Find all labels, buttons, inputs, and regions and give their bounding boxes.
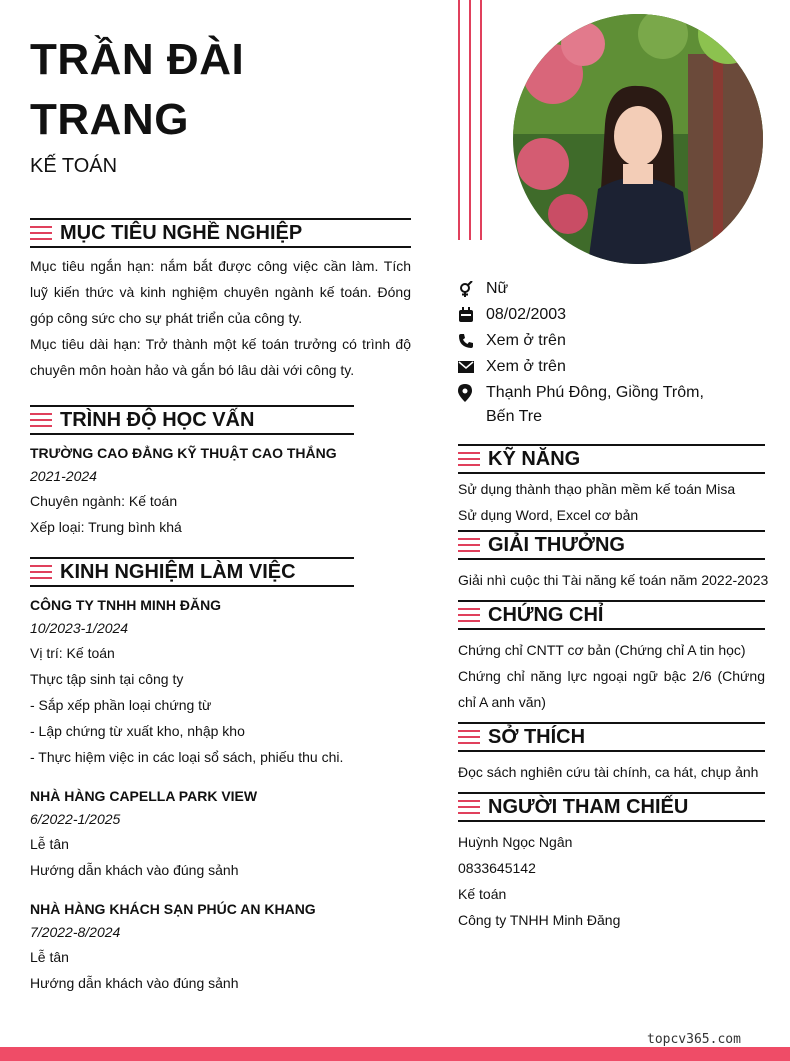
section-certificates bbox=[458, 600, 765, 630]
bars-icon bbox=[458, 608, 480, 622]
bars-icon bbox=[458, 538, 480, 552]
job-company: CÔNG TY TNHH MINH ĐĂNG bbox=[30, 597, 222, 613]
footer-bar bbox=[0, 1047, 790, 1061]
avatar bbox=[513, 14, 763, 264]
skill-item: Sử dụng thành thạo phần mềm kế toán Misa bbox=[458, 481, 736, 497]
reference-name: Huỳnh Ngọc Ngân bbox=[458, 834, 573, 850]
section-education bbox=[30, 405, 354, 435]
section-skills bbox=[458, 444, 765, 474]
section-title: KINH NGHIỆM LÀM VIỆC bbox=[60, 560, 296, 583]
job-line: Hướng dẫn khách vào đúng sảnh bbox=[30, 862, 239, 878]
decorative-lines bbox=[458, 0, 482, 240]
section-title: MỤC TIÊU NGHỀ NGHIỆP bbox=[60, 221, 303, 244]
phone-value: Xem ở trên bbox=[486, 332, 566, 349]
bars-icon bbox=[458, 452, 480, 466]
section-title: TRÌNH ĐỘ HỌC VẤN bbox=[60, 408, 255, 431]
job-line: Thực tập sinh tại công ty bbox=[30, 671, 184, 687]
info-phone bbox=[458, 329, 743, 353]
section-title: NGƯỜI THAM CHIẾU bbox=[488, 795, 689, 818]
job-period: 10/2023-1/2024 bbox=[30, 620, 129, 636]
objective-long: Mục tiêu dài hạn: Trở thành một kế toán trưởng có trình độ chuyên môn hoàn hảo và gắn bó lâu dài với công ty. bbox=[30, 336, 411, 378]
award-item: Giải nhì cuộc thi Tài năng kế toán năm 2022-2023 bbox=[458, 572, 769, 588]
section-title: SỞ THÍCH bbox=[488, 725, 586, 748]
location-pin-icon bbox=[458, 381, 486, 405]
section-objective bbox=[30, 218, 411, 248]
reference-role: Kế toán bbox=[458, 886, 507, 902]
info-birthday bbox=[458, 303, 743, 327]
birthday-value: 08/02/2003 bbox=[486, 306, 567, 323]
info-gender bbox=[458, 277, 743, 301]
gender-value: Nữ bbox=[486, 280, 509, 297]
name-line-1: TRẦN ĐÀI bbox=[30, 35, 245, 84]
job-line: - Sắp xếp phần loại chứng từ bbox=[30, 697, 212, 713]
section-awards bbox=[458, 530, 765, 560]
job-line: Vị trí: Kế toán bbox=[30, 645, 115, 661]
candidate-name bbox=[30, 30, 244, 150]
bars-icon bbox=[30, 413, 52, 427]
phone-icon bbox=[458, 329, 486, 353]
section-title: KỸ NĂNG bbox=[488, 447, 581, 470]
reference-company: Công ty TNHH Minh Đăng bbox=[458, 912, 621, 928]
address-value: Thạnh Phú Đông, Giồng Trôm, Bến Tre bbox=[486, 384, 704, 425]
reference-phone: 0833645142 bbox=[458, 860, 536, 876]
section-title: CHỨNG CHỈ bbox=[488, 603, 604, 626]
bars-icon bbox=[458, 730, 480, 744]
footer-site: topcv365.com bbox=[643, 1032, 745, 1047]
email-value: Xem ở trên bbox=[486, 358, 566, 375]
bars-icon bbox=[30, 226, 52, 240]
bars-icon bbox=[458, 800, 480, 814]
bars-icon bbox=[30, 565, 52, 579]
school-name: TRƯỜNG CAO ĐẲNG KỸ THUẬT CAO THẮNG bbox=[30, 445, 337, 461]
education-major: Chuyên ngành: Kế toán bbox=[30, 493, 178, 509]
info-email bbox=[458, 355, 743, 379]
job-line: Lễ tân bbox=[30, 836, 69, 852]
job-line: Hướng dẫn khách vào đúng sảnh bbox=[30, 975, 239, 991]
skill-item: Sử dụng Word, Excel cơ bản bbox=[458, 507, 639, 523]
objective-short: Mục tiêu ngắn hạn: nắm bắt được công việc cần làm. Tích luỹ kiến thức và kinh nghiệm chuyên ngành kế toán. Đóng góp công sức cho sự phát triển của công ty. bbox=[30, 258, 411, 326]
section-references bbox=[458, 792, 765, 822]
job-line: Lễ tân bbox=[30, 949, 69, 965]
job-period: 7/2022-8/2024 bbox=[30, 924, 121, 940]
hobby-item: Đọc sách nghiên cứu tài chính, ca hát, chụp ảnh bbox=[458, 764, 759, 780]
job-line: - Lập chứng từ xuất kho, nhập kho bbox=[30, 723, 245, 739]
education-grade: Xếp loại: Trung bình khá bbox=[30, 519, 182, 535]
mail-icon bbox=[458, 355, 486, 379]
gender-icon bbox=[458, 277, 486, 301]
education-period: 2021-2024 bbox=[30, 468, 97, 484]
certificate-item: Chứng chỉ năng lực ngoại ngữ bậc 2/6 (Chứng chỉ A anh văn) bbox=[458, 668, 765, 710]
calendar-icon bbox=[458, 303, 486, 327]
section-hobbies bbox=[458, 722, 765, 752]
job-company: NHÀ HÀNG CAPELLA PARK VIEW bbox=[30, 788, 258, 804]
job-line: - Thực hiệm việc in các loại sổ sách, phiếu thu chi. bbox=[30, 749, 344, 765]
section-experience bbox=[30, 557, 354, 587]
certificate-item: Chứng chỉ CNTT cơ bản (Chứng chỉ A tin học) bbox=[458, 642, 746, 658]
name-line-2: TRANG bbox=[30, 95, 189, 144]
job-company: NHÀ HÀNG KHÁCH SẠN PHÚC AN KHANG bbox=[30, 901, 316, 917]
info-address bbox=[458, 381, 743, 429]
job-period: 6/2022-1/2025 bbox=[30, 811, 121, 827]
section-title: GIẢI THƯỞNG bbox=[488, 533, 625, 556]
job-title: KẾ TOÁN bbox=[30, 155, 118, 177]
